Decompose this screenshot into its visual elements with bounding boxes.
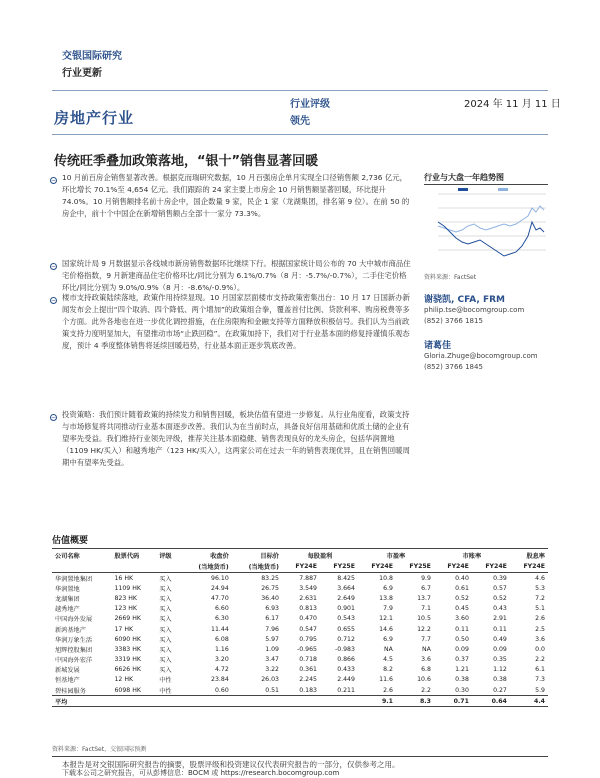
table-cell: 0.39 bbox=[493, 574, 507, 582]
table-cell: 买入 bbox=[159, 667, 172, 675]
table-cell: 2.6 bbox=[535, 615, 545, 623]
table-cell: 买入 bbox=[159, 626, 172, 634]
header-divider bbox=[52, 90, 548, 91]
table-cell: 2.649 bbox=[337, 594, 355, 602]
bullet-paragraph-2: 国家统计局 9 月数据显示各线城市新房销售数据环比继续下行。根据国家统计局公布的 70 大中城市商品住宅价格指数，9 月新建商品住宅价格环比/同比分别为 6.1%/0.7%（8 月：-5.7%/-0.7%），二手住宅价格环比/同比分别为 9.0%/0.9%（8 月：-8.6%/-0.9%）。 bbox=[62, 259, 411, 292]
table-cell: 0.61 bbox=[455, 584, 469, 592]
table-cell: 0.361 bbox=[299, 666, 317, 674]
table-cell: 0.38 bbox=[455, 676, 469, 684]
col-close: 收盘价 bbox=[182, 549, 232, 562]
table-cell: 3.22 bbox=[265, 666, 279, 674]
analyst-email[interactable]: philip.tse@bocomgroup.com bbox=[424, 306, 525, 314]
table-cell: 0.433 bbox=[337, 666, 355, 674]
table-cell: 23.84 bbox=[211, 676, 229, 684]
table-cell: 1.16 bbox=[214, 645, 229, 653]
table-cell: 1.09 bbox=[265, 645, 279, 653]
table-cell: 0.547 bbox=[299, 625, 317, 633]
table-cell: 7.1 bbox=[421, 605, 431, 613]
table-cell: 16 HK bbox=[114, 574, 134, 582]
table-cell: 0.45 bbox=[455, 605, 469, 613]
table-cell: 83.25 bbox=[261, 574, 279, 582]
subheader-label: FY24E bbox=[358, 561, 396, 573]
table-cell: 5.3 bbox=[535, 584, 545, 592]
table-cell: -0.983 bbox=[334, 645, 355, 653]
table-cell: 新城发展 bbox=[55, 667, 80, 675]
col-pe: 市盈率 bbox=[358, 549, 434, 562]
subheader-label: FY24E bbox=[282, 561, 320, 573]
table-cell: 6.30 bbox=[214, 615, 229, 623]
table-cell: 0.71 bbox=[434, 696, 472, 707]
subheader-label: FY25E bbox=[320, 561, 358, 573]
table-cell: 9.1 bbox=[358, 696, 396, 707]
bullet-icon: − bbox=[51, 297, 57, 304]
table-row bbox=[52, 685, 548, 696]
table-row bbox=[52, 593, 548, 603]
table-row bbox=[52, 614, 548, 624]
col-pb: 市账率 bbox=[434, 549, 510, 562]
table-cell: 3.20 bbox=[214, 656, 229, 664]
table-cell: 0.470 bbox=[299, 615, 317, 623]
table-row bbox=[52, 644, 548, 654]
table-cell: 3.664 bbox=[337, 584, 355, 592]
table-cell bbox=[111, 696, 156, 707]
table-cell: 7.7 bbox=[421, 635, 431, 643]
table-cell: 1.21 bbox=[455, 666, 469, 674]
col-rating: 评级 bbox=[156, 549, 181, 562]
table-cell: 0.30 bbox=[455, 686, 469, 694]
index-line bbox=[438, 206, 544, 232]
table-cell: 2.631 bbox=[299, 594, 317, 602]
side-chart-source: 资料来源：FactSet bbox=[424, 274, 477, 281]
table-cell: 3319 HK bbox=[114, 656, 141, 664]
table-cell: 12.2 bbox=[417, 625, 431, 633]
table-cell: 6.93 bbox=[265, 605, 279, 613]
table-cell: 14.6 bbox=[379, 625, 393, 633]
table-cell: 0.52 bbox=[455, 594, 469, 602]
table-cell: 0.49 bbox=[493, 635, 507, 643]
analyst-email[interactable]: Gloria.Zhuge@bocomgroup.com bbox=[424, 352, 538, 360]
headline: 传统旺季叠加政策落地，“银十”销售显著回暖 bbox=[54, 154, 319, 169]
table-cell: 7.9 bbox=[383, 605, 393, 613]
table-cell: 0.718 bbox=[299, 656, 317, 664]
table-cell: 0.40 bbox=[455, 574, 469, 582]
table-cell: 中性 bbox=[159, 677, 172, 685]
analyst-phone: (852) 3766 1815 bbox=[424, 317, 483, 325]
footer-disclaimer: 本报告是对交银国际研究报告的摘要，股票评级和投资建议仅代表研究报告的一部分，仅供参考之用。 bbox=[62, 760, 400, 769]
footer-divider bbox=[52, 756, 548, 757]
subheader-label: FY25E bbox=[396, 561, 434, 573]
table-cell: 0.35 bbox=[493, 656, 507, 664]
table-cell: 6.8 bbox=[421, 666, 431, 674]
analyst-1 bbox=[424, 292, 524, 327]
table-cell: 6.08 bbox=[214, 635, 229, 643]
table-cell: 8.2 bbox=[383, 666, 393, 674]
table-row bbox=[52, 675, 548, 685]
table-cell: 6626 HK bbox=[114, 666, 141, 674]
table-cell: 0.43 bbox=[493, 605, 507, 613]
table-row bbox=[52, 655, 548, 665]
bullet-icon: − bbox=[51, 263, 57, 270]
table-body bbox=[52, 573, 548, 707]
table-cell: 1109 HK bbox=[114, 584, 141, 592]
table-row bbox=[52, 573, 548, 584]
table-cell: 0.866 bbox=[337, 656, 355, 664]
table-cell: 8.425 bbox=[337, 574, 355, 582]
table-cell: 买入 bbox=[159, 636, 172, 644]
table-cell: 0.38 bbox=[493, 676, 507, 684]
table-cell: 买入 bbox=[159, 606, 172, 614]
table-cell: 4.72 bbox=[214, 666, 229, 674]
table-cell: 6090 HK bbox=[114, 635, 141, 643]
subheader-label: (当地货币) bbox=[182, 561, 232, 573]
table-cell: 2.6 bbox=[383, 686, 393, 694]
side-chart-title: 行业与大盘一年趋势图 bbox=[424, 173, 504, 182]
table-cell: 0.52 bbox=[493, 594, 507, 602]
table-cell: 0.543 bbox=[337, 615, 355, 623]
table-cell: 0.60 bbox=[214, 686, 229, 694]
table-row bbox=[52, 624, 548, 634]
table-cell: 2669 HK bbox=[114, 615, 141, 623]
table-cell: 0.64 bbox=[472, 696, 510, 707]
table-cell: 旭辉控股集团 bbox=[55, 646, 93, 654]
table-cell: 6.60 bbox=[214, 605, 229, 613]
table-cell: 7.3 bbox=[535, 676, 545, 684]
bullet-paragraph-1: 10 月前百房企销售显著改善。根据克而瑞研究数据，10 月百强房企单月实现全口径销售额 2,736 亿元，环比增长 70.1%至 4,654 亿元。我们跟踪的 24 家主要上市房企 10 月销售额显著回暖，环比提升 74.0%。10 月销售额排名前十房企中，国企数量 9 家，民企 1 家（龙湖集团，排名第 9 位）。在前 50 的房企中，前十个中国企在新增销售额占全部十一家分 73.3%。 bbox=[62, 173, 410, 218]
table-cell: 10.8 bbox=[379, 574, 393, 582]
table-cell: 买入 bbox=[159, 575, 172, 583]
subheader-label: FY24E bbox=[510, 561, 548, 573]
table-cell: 10.5 bbox=[417, 615, 431, 623]
table-cell: 2.245 bbox=[299, 676, 317, 684]
table-cell: 5.9 bbox=[535, 686, 545, 694]
table-row bbox=[52, 583, 548, 593]
analyst-2 bbox=[424, 338, 538, 373]
table-cell: 0.655 bbox=[337, 625, 355, 633]
table-cell: 6.7 bbox=[421, 584, 431, 592]
report-date: 2024 年 11 月 11 日 bbox=[464, 99, 561, 110]
table-cell: 26.03 bbox=[261, 676, 279, 684]
table-cell: 恒基地产 bbox=[55, 677, 80, 685]
table-cell: 0.795 bbox=[299, 635, 317, 643]
table-cell: 4.5 bbox=[383, 656, 393, 664]
report-type-label: 行业评级 bbox=[290, 99, 330, 110]
table-cell: 龙湖集团 bbox=[55, 595, 80, 603]
col-company: 公司名称 bbox=[52, 549, 111, 562]
table-cell bbox=[182, 696, 232, 707]
table-cell: 碧桂园服务 bbox=[55, 687, 86, 695]
table-cell: 0.183 bbox=[299, 686, 317, 694]
table-row bbox=[52, 634, 548, 644]
table-source: 资料来源：FactSet，交银国际预测 bbox=[52, 746, 147, 753]
table-cell: 4.6 bbox=[535, 574, 545, 582]
table-cell: 6.9 bbox=[383, 635, 393, 643]
table-cell: 0.813 bbox=[299, 605, 317, 613]
table-cell: 13.8 bbox=[379, 594, 393, 602]
table-cell: 9.9 bbox=[421, 574, 431, 582]
table-cell: 2.91 bbox=[493, 615, 507, 623]
col-eps: 每股盈利 bbox=[282, 549, 358, 562]
table-cell: 36.40 bbox=[261, 594, 279, 602]
table-cell: 13.7 bbox=[417, 594, 431, 602]
table-cell: 0.57 bbox=[493, 584, 507, 592]
brand-name: 交银国际研究 bbox=[62, 51, 122, 62]
table-avg-row bbox=[52, 696, 548, 707]
table-cell: 0.37 bbox=[455, 656, 469, 664]
table-cell: 7.96 bbox=[265, 625, 279, 633]
table-cell: 3.549 bbox=[299, 584, 317, 592]
table-cell: 0.901 bbox=[337, 605, 355, 613]
table-cell: 5.97 bbox=[265, 635, 279, 643]
table-cell: 0.09 bbox=[455, 645, 469, 653]
table-cell: 17 HK bbox=[114, 625, 134, 633]
analyst-name: 谢骁凯, CFA, FRM bbox=[424, 295, 505, 305]
bullet-icon: − bbox=[51, 177, 57, 184]
table-cell: 47.70 bbox=[211, 594, 229, 602]
table-cell: 10.6 bbox=[417, 676, 431, 684]
table-cell: 2.5 bbox=[535, 625, 545, 633]
table-cell: 11.6 bbox=[379, 676, 393, 684]
table-cell: 0.11 bbox=[493, 625, 507, 633]
table-cell: 买入 bbox=[159, 616, 172, 624]
table-row bbox=[52, 604, 548, 614]
table-cell: 96.10 bbox=[211, 574, 229, 582]
valuation-section-title: 估值概要 bbox=[52, 536, 89, 546]
legend-swatch-sector bbox=[458, 188, 468, 191]
table-cell: 0.27 bbox=[493, 686, 507, 694]
table-cell: 7.2 bbox=[535, 594, 545, 602]
table-row bbox=[52, 665, 548, 675]
table-cell: 买入 bbox=[159, 657, 172, 665]
table-cell: 0.11 bbox=[455, 625, 469, 633]
table-cell: 3.47 bbox=[265, 656, 279, 664]
col-code: 股票代码 bbox=[111, 549, 156, 562]
table-cell bbox=[282, 696, 320, 707]
table-cell: 26.75 bbox=[261, 584, 279, 592]
table-cell: 平均 bbox=[52, 696, 111, 707]
table-cell: 中性 bbox=[159, 687, 172, 695]
sector-vs-index-chart bbox=[424, 186, 550, 272]
bullet-paragraph-4: 投资策略：我们预计随着政策的持续发力和销售回暖，板块估值有望进一步修复。从行业角度看，政策支持与市场修复将共同推动行业基本面逐步改善。我们认为在当前时点，具备良好信用基础和优质土储的企业有望率先受益。我们维持行业领先评级，推荐关注基本面稳健、销售表现良好的龙头房企，包括华润置地（1109 HK/买入）和越秀地产（123 HK/买入），这两家公司在过去一年的销售表现优异，且在销售回暖周期中有望率先受益。 bbox=[62, 410, 410, 467]
table-cell: 华润置地 bbox=[55, 585, 80, 593]
col-target: 目标价 bbox=[232, 549, 282, 562]
table-cell: -0.965 bbox=[297, 645, 317, 653]
subheader-label: (当地货币) bbox=[232, 561, 282, 573]
header-bottom-divider bbox=[52, 134, 548, 135]
table-cell: 买入 bbox=[159, 646, 172, 654]
table-cell: 0.09 bbox=[493, 645, 507, 653]
table-cell: 0.712 bbox=[337, 635, 355, 643]
table-cell: 华润万象生活 bbox=[55, 636, 93, 644]
table-cell bbox=[320, 696, 358, 707]
table-cell: 123 HK bbox=[114, 605, 137, 613]
table-subheader-row bbox=[52, 561, 548, 573]
table-cell: 3.6 bbox=[421, 656, 431, 664]
table-cell: 12 HK bbox=[114, 676, 134, 684]
col-yield: 股息率 bbox=[510, 549, 548, 562]
chart-axes bbox=[438, 194, 546, 250]
table-cell: 24.94 bbox=[211, 584, 229, 592]
table-cell: 12.1 bbox=[379, 615, 393, 623]
table-cell: 823 HK bbox=[114, 594, 137, 602]
footer-download: 下载本公司之研究报告，可从彭博信息：BOCM 或 https://research.bocomgroup.com bbox=[62, 769, 340, 777]
table-cell: 6.1 bbox=[535, 666, 545, 674]
table-cell: 8.3 bbox=[396, 696, 434, 707]
table-cell: 3383 HK bbox=[114, 645, 141, 653]
bullet-paragraph-3: 楼市支持政策陆续落地，政策作用持续显现。10 月国家层面楼市支持政策密集出台：10 月 17 日国新办新闻发布会上提出“四个取消、四个降低、两个增加”的政策组合拳，覆盖首付比例、贷款利率、购房税费等多个方面。此外各地也在进一步优化调控措施，在住房限购和金融支持等方面释放积极信号。我们认为当前政策支持力度明显加大，有望推动市场“止跌回稳”。在政策加持下，我们对于行业基本面的修复持谨慎乐观态度，预计 4 季度整体销售将延续回暖趋势，行业基本面正逐步筑底改善。 bbox=[62, 293, 411, 350]
table-cell: 3.6 bbox=[535, 635, 545, 643]
table-cell: 1.12 bbox=[493, 666, 507, 674]
table-cell bbox=[156, 696, 181, 707]
table-cell: 新鸿基地产 bbox=[55, 626, 86, 634]
table-cell: 华润置地集团 bbox=[55, 575, 93, 583]
table-cell: 6.9 bbox=[383, 584, 393, 592]
table-cell: NA bbox=[422, 645, 431, 653]
table-cell: 越秀地产 bbox=[55, 606, 80, 614]
analyst-name: 诸葛佳 bbox=[424, 341, 452, 351]
legend-swatch-index bbox=[498, 188, 508, 191]
side-chart-divider bbox=[424, 184, 548, 185]
table-cell: 0.0 bbox=[535, 645, 545, 653]
sector-line bbox=[438, 222, 544, 256]
table-cell: 5.1 bbox=[535, 605, 545, 613]
table-cell: NA bbox=[384, 645, 393, 653]
table-cell: 0.51 bbox=[265, 686, 279, 694]
table-header-row bbox=[52, 549, 548, 562]
sector-title: 房地产行业 bbox=[54, 109, 135, 127]
subheader-label: FY24E bbox=[434, 561, 472, 573]
table-cell: 中国海外发展 bbox=[55, 616, 93, 624]
table-cell: 6098 HK bbox=[114, 686, 141, 694]
table-cell: 2.2 bbox=[535, 656, 545, 664]
table-cell: 2.449 bbox=[337, 676, 355, 684]
report-series: 行业更新 bbox=[62, 68, 102, 79]
table-cell: 买入 bbox=[159, 595, 172, 603]
table-cell: 买入 bbox=[159, 585, 172, 593]
table-cell: 11.44 bbox=[211, 625, 229, 633]
table-cell: 3.60 bbox=[455, 615, 469, 623]
table-cell: 0.211 bbox=[337, 686, 355, 694]
table-cell: 中国海外宏洋 bbox=[55, 657, 93, 665]
table-cell bbox=[232, 696, 282, 707]
table-cell: 6.17 bbox=[265, 615, 279, 623]
bullet-icon: − bbox=[51, 414, 57, 421]
table-cell: 7.887 bbox=[299, 574, 317, 582]
table-cell: 0.50 bbox=[455, 635, 469, 643]
table-cell: 4.4 bbox=[510, 696, 548, 707]
subheader-label: FY24E bbox=[472, 561, 510, 573]
rating-value: 领先 bbox=[290, 116, 310, 127]
valuation-table bbox=[52, 548, 548, 707]
analyst-phone: (852) 3766 1845 bbox=[424, 363, 483, 371]
table-cell: 2.2 bbox=[421, 686, 431, 694]
